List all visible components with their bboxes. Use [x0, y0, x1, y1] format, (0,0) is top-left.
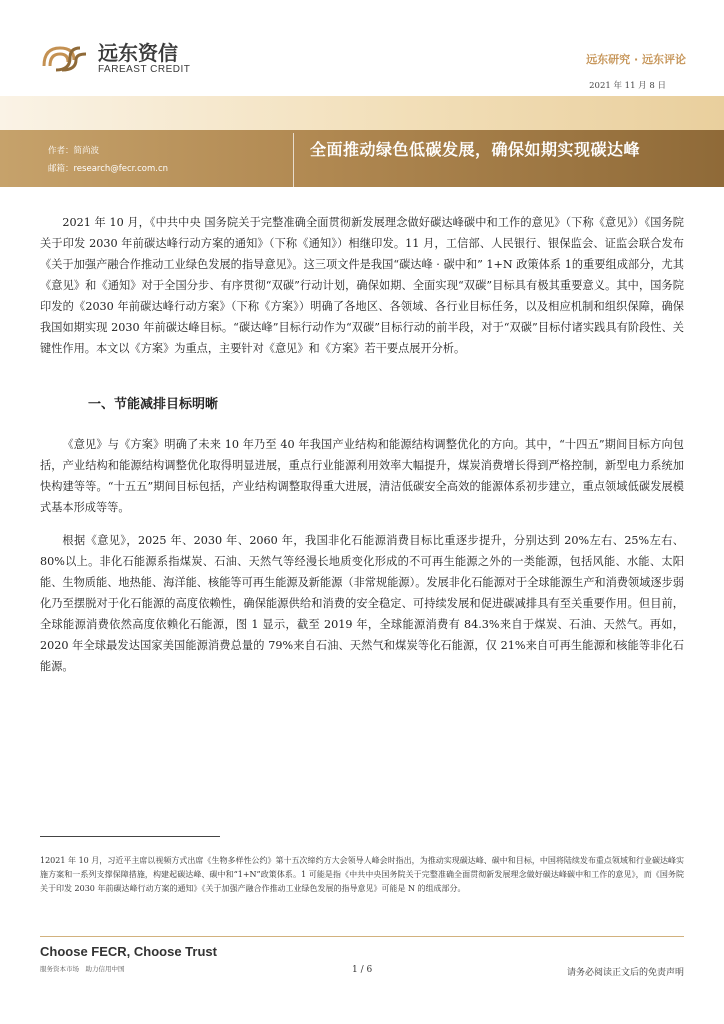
- intro-paragraph: 2021 年 10 月，《中共中央 国务院关于完整准确全面贯彻新发展理念做好碳达峰碳中和工作的意见》（下称《意见》）《国务院关于印发 2030 年前碳达峰行动方案的通知》（下称《通知》）相继印发。11 月，工信部、人民银行、银保监会、证监会联合发布《关于加强产融合作推动工业绿色发展的指导意见》。这三项文件是我国“碳达峰 · 碳中和” 1+N 政策体系 1的重要组成部分，尤其《意见》和《通知》对于全国分步、有序贯彻“双碳”行动计划，确保如期、全面实现“双碳”目标具有极其重要意义。其中，国务院印发的《2030 年前碳达峰行动方案》（下称《方案》）明确了各地区、各领域、各行业目标任务，以及相应机制和组织保障，确保我国如期实现 2030 年前碳达峰目标。“碳达峰”目标行动作为“双碳”目标行动的前半段，对于“双碳”目标付诸实践具有阶段性、关键性作用。本文以《方案》为重点，主要针对《意见》和《方案》若干要点展开分析。: [40, 216, 684, 355]
- footer-sub-slogan: 服务资本市场 助力信用中国: [40, 965, 125, 973]
- logo-text-en: FAREAST CREDIT: [98, 64, 191, 75]
- author-name: 作者：简尚波: [48, 146, 100, 156]
- company-logo: [40, 42, 190, 76]
- report-series: 远东研究 · 远东评论: [586, 53, 686, 66]
- footer-disclaimer: 请务必阅读正文后的免责声明: [566, 968, 684, 978]
- report-title: 全面推动绿色低碳发展，确保如期实现碳达峰: [310, 140, 641, 159]
- title-divider: [293, 133, 294, 187]
- footnote: 12021 年 10 月，习近平主席以视频方式出席《生物多样性公约》第十五次缔约方大会领导人峰会时指出，为推动实现碳达峰、碳中和目标，中国将陆续发布重点领域和行业碳达峰实施方案和一系列支撑保障措施，构建起碳达峰、碳中和“1+N”政策体系。1 可能是指《中共中央国务院关于完整准确全面贯彻新发展理念做好碳达峰碳中和工作的意见》，而《国务院关于印发 2030 年前碳达峰行动方案的通知》《关于加强产融合作推动工业绿色发展的指导意见》可能是 N 的组成部分。: [40, 856, 684, 893]
- page-number: 1 / 6: [352, 965, 373, 975]
- fareast-logo-icon: [40, 44, 90, 74]
- report-date: 2021 年 11 月 8 日: [589, 81, 666, 91]
- footnote-divider: [40, 836, 220, 837]
- body-paragraph: 《意见》与《方案》明确了未来 10 年乃至 40 年我国产业结构和能源结构调整优化的方向。其中，“十四五”期间目标方向包括，产业结构和能源结构调整优化取得明显进展，重点行业能源利用效率大幅提升，煤炭消费增长得到严格控制，新型电力系统加快构建等等。“十五五”期间目标包括，产业结构调整取得重大进展，清洁低碳安全高效的能源体系初步建立，重点领域低碳发展模式基本形成等等。: [40, 438, 684, 514]
- author-info: [48, 142, 168, 178]
- logo-text-cn: 远东资信: [98, 41, 178, 65]
- footer-divider: [40, 936, 684, 937]
- report-body: [40, 212, 684, 677]
- report-header: [0, 0, 724, 130]
- footer-slogan: Choose FECR, Choose Trust: [40, 944, 217, 959]
- section-heading: 一、节能减排目标明晰: [88, 397, 219, 412]
- body-paragraph: 根据《意见》，2025 年、2030 年、2060 年，我国非化石能源消费目标比重逐步提升，分别达到 20%左右、25%左右、80%以上。非化石能源系指煤炭、石油、天然气等经漫长地质变化形成的不可再生能源之外的一类能源，包括风能、水能、太阳能、生物质能、地热能、海洋能、核能等可再生能源及新能源（非常规能源）。发展非化石能源对于全球能源生产和消费领域逐步弱化乃至摆脱对于化石能源的高度依赖性，确保能源供给和消费的安全稳定、可持续发展和促进碳减排具有至关重要作用。但目前，全球能源消费依然高度依赖化石能源，图 1 显示，截至 2019 年，全球能源消费有 84.3%来自于煤炭、石油、天然气。再如，2020 年全球最发达国家美国能源消费总量的 79%来自石油、天然气和煤炭等化石能源，仅 21%来自可再生能源和核能等非化石能源。: [40, 534, 684, 673]
- header-gold-band: [0, 96, 724, 130]
- author-email: 邮箱：research@fecr.com.cn: [48, 164, 169, 174]
